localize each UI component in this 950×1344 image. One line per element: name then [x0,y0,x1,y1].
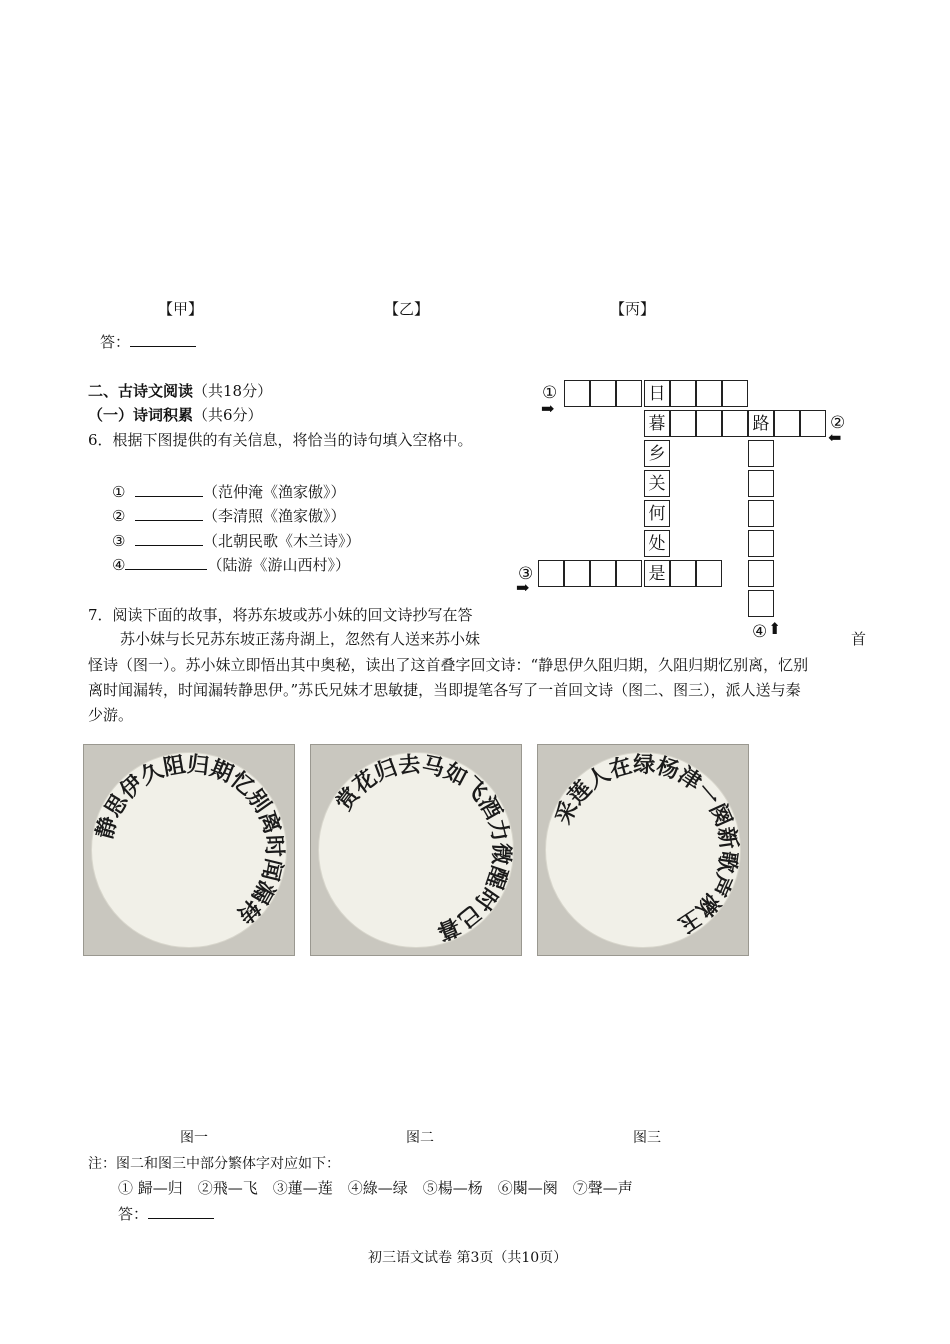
grid-cell-char: 何 [644,500,670,527]
grid-cell[interactable] [774,410,800,437]
item-source: （范仲淹《渔家傲》） [203,483,346,501]
q7-prompt: 7．阅读下面的故事，将苏东坡或苏小妹的回文诗抄写在答 [88,606,473,624]
answer-blank[interactable] [130,332,196,347]
item-marker: ④ [112,556,126,574]
figure-2-ring-text: 赏花归去马如飞酒力微醒时已暮 [331,751,515,945]
crossword-number-4: ④ [752,622,768,642]
figure-1-image [83,744,295,956]
label-yi: 【乙】 [384,300,430,318]
grid-cell[interactable] [590,560,616,587]
grid-cell[interactable] [696,410,722,437]
page-footer: 初三语文试卷 第3页（共10页） [368,1250,568,1266]
answer-label: 答： [118,1205,149,1223]
item-source: （北朝民歌《木兰诗》） [203,532,361,550]
section-heading [88,380,272,401]
caption-figure-1: 图一 [180,1130,208,1146]
label-bing: 【丙】 [610,300,656,318]
grid-cell[interactable] [696,560,722,587]
subsection-title: （一）诗词积累 [88,406,194,424]
grid-cell[interactable] [538,560,564,587]
grid-cell[interactable] [748,500,774,527]
q7-story-line-2: 怪诗（图一）。苏小妹立即悟出其中奥秘，读出了这首叠字回文诗：“静思伊久阻归期，久阻归期忆别离，忆别 [88,656,809,674]
grid-cell[interactable] [748,590,774,617]
section-points: （共18分） [193,382,273,400]
figure-3-image [537,744,749,956]
grid-cell[interactable] [564,560,590,587]
grid-cell[interactable] [748,560,774,587]
grid-cell-char: 日 [644,380,670,407]
figure-3-ring-text: 采莲人在绿杨津一阕新歌声漱玉 [550,751,742,938]
svg-text:静思伊久阻归期忆别离时闻漏转 [92,751,288,928]
answer-line-1 [100,331,196,352]
grid-cell[interactable] [722,380,748,407]
grid-cell-char: 处 [644,530,670,557]
q6-blank-1[interactable] [135,482,203,497]
q6-item-1 [112,481,346,502]
q7-story-line-4: 少游。 [88,706,134,724]
grid-cell[interactable] [748,530,774,557]
grid-cell-char: 路 [748,410,774,437]
figure-2-image [310,744,522,956]
crossword-number-2: ② [830,413,846,433]
q6-prompt: 6．根据下图提供的有关信息，将恰当的诗句填入空格中。 [88,431,473,449]
answer-label: 答： [100,333,131,351]
label-jia: 【甲】 [158,300,204,318]
q6-blank-3[interactable] [135,531,203,546]
grid-cell-char: 是 [644,560,670,587]
grid-cell[interactable] [590,380,616,407]
grid-cell[interactable] [670,410,696,437]
q7-story-line-1-end: 首 [851,630,867,648]
grid-cell[interactable] [748,440,774,467]
q6-item-4 [112,554,350,575]
item-source: （李清照《渔家傲》） [203,507,346,525]
svg-text:赏花归去马如飞酒力微醒时已暮 [331,751,514,944]
grid-cell-char: 关 [644,470,670,497]
arrow-left-icon: ⬅ [828,428,842,447]
grid-cell[interactable] [696,380,722,407]
q6-blank-2[interactable] [135,506,203,521]
grid-cell[interactable] [564,380,590,407]
figure-1-inscription [194,821,204,824]
arrow-right-icon: ➡ [541,399,555,418]
grid-cell[interactable] [616,560,642,587]
figure-1-ring-text: 静思伊久阻归期忆别离时闻漏转 [91,751,288,929]
subsection-points: （共6分） [193,406,263,424]
note-pairs: ① 歸—归 ②飛—飞 ③蓮—莲 ④綠—绿 ⑤楊—杨 ⑥闋—阕 ⑦聲—声 [118,1179,633,1197]
caption-figure-2: 图二 [406,1130,434,1146]
item-source: （陆游《游山西村》） [207,556,350,574]
arrow-right-icon: ➡ [516,578,530,597]
q6-item-2 [112,505,346,526]
q7-story-line-1: 苏小妹与长兄苏东坡正荡舟湖上，忽然有人送来苏小妹 [120,630,481,648]
grid-cell-char: 乡 [644,440,670,467]
item-marker: ① [112,483,126,501]
answer-line-2 [118,1203,214,1224]
section-title: 二、古诗文阅读 [88,382,194,400]
grid-cell[interactable] [722,410,748,437]
q6-blank-4[interactable] [125,555,207,570]
arrow-up-icon: ⬆ [768,619,782,638]
item-marker: ③ [112,532,126,550]
note-label: 注：图二和图三中部分繁体字对应如下： [88,1156,340,1172]
item-marker: ② [112,507,126,525]
grid-cell-char: 暮 [644,410,670,437]
answer-blank[interactable] [148,1204,214,1219]
crossword-number-1: ① [542,383,558,403]
grid-cell[interactable] [670,560,696,587]
crossword-number-3: ③ [518,564,534,584]
subsection-heading [88,404,263,425]
grid-cell[interactable] [800,410,826,437]
svg-text:采莲人在绿杨津一阕新歌声漱玉 [550,752,741,938]
caption-figure-3: 图三 [633,1130,661,1146]
grid-cell[interactable] [670,380,696,407]
grid-cell[interactable] [748,470,774,497]
q6-item-3 [112,530,361,551]
grid-cell[interactable] [616,380,642,407]
q7-story-line-3: 离时闻漏转，时闻漏转静思伊。”苏氏兄妹才思敏捷，当即提笔各写了一首回文诗（图二、图三），派人送与秦 [88,681,801,699]
